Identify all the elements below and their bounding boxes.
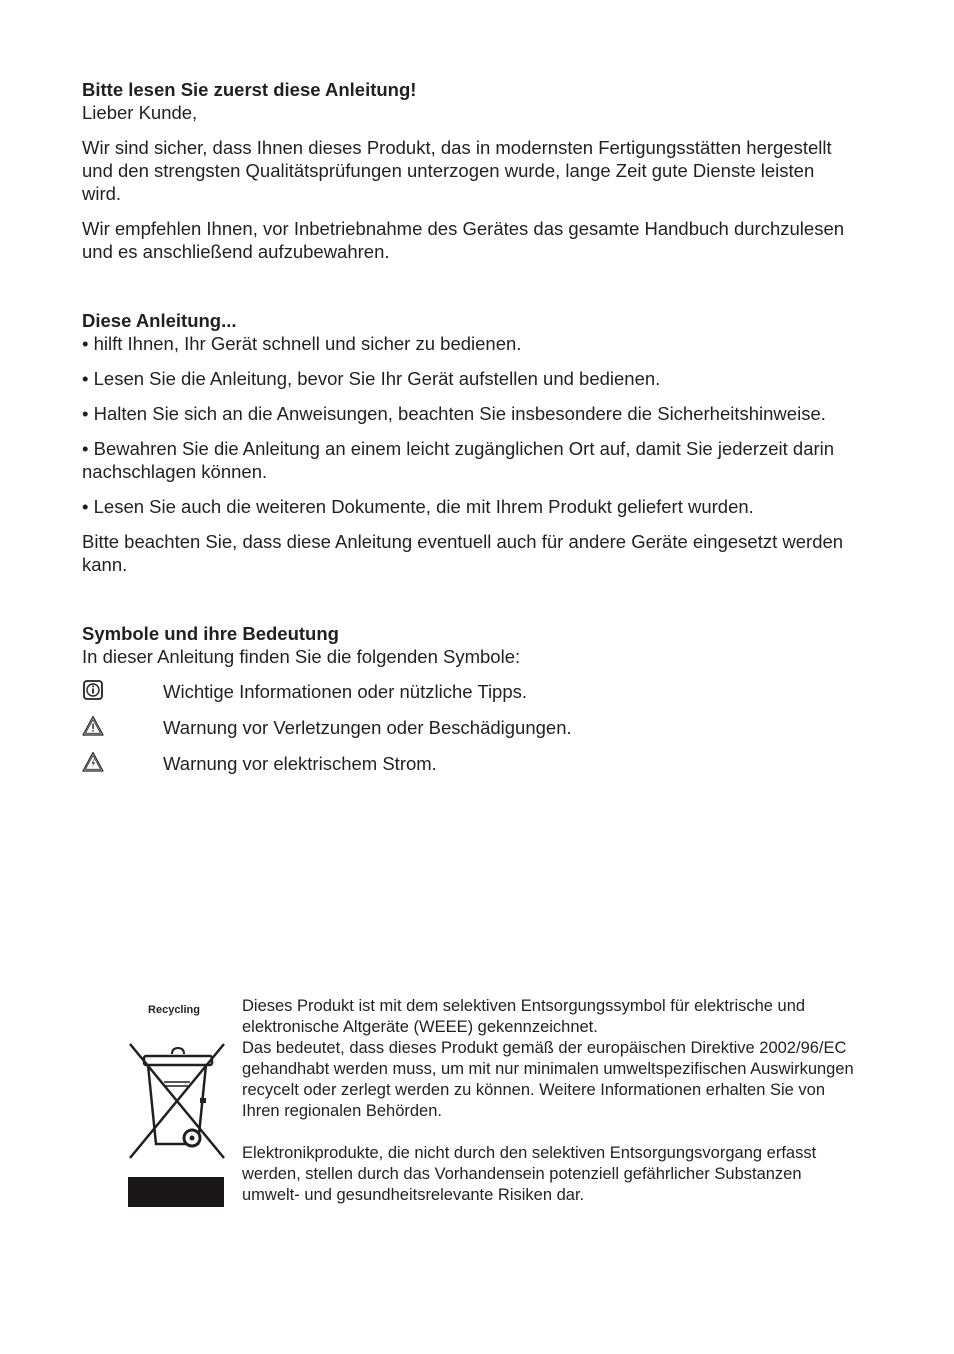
guide-bullet: • hilft Ihnen, Ihr Gerät schnell und sicher zu bedienen.	[82, 333, 522, 354]
symbols-heading: Symbole und ihre Bedeutung	[82, 623, 339, 644]
warning-icon	[82, 715, 104, 737]
info-icon	[82, 679, 104, 701]
recycling-text	[242, 996, 856, 1206]
symbol-row-info	[82, 680, 852, 704]
guide-bullet: • Lesen Sie auch die weiteren Dokumente, die mit Ihrem Produkt geliefert wurden.	[82, 496, 754, 517]
symbol-row-electric	[82, 752, 852, 776]
symbol-electric-text: Warnung vor elektrischem Strom.	[163, 753, 437, 774]
guide-bullet: • Lesen Sie die Anleitung, bevor Sie Ihr Gerät aufstellen und bedienen.	[82, 368, 661, 389]
guide-note: Bitte beachten Sie, dass diese Anleitung eventuell auch für andere Geräte eingesetzt werden kann.	[82, 531, 844, 575]
intro-paragraph-2: Wir empfehlen Ihnen, vor Inbetriebnahme des Gerätes das gesamte Handbuch durchzulesen und es anschließend aufzubewahren.	[82, 218, 845, 262]
recycling-paragraph-3: Elektronikprodukte, die nicht durch den selektiven Entsorgungsvorgang erfasst werden, stellen durch das Vorhandensein potenziell gefährlicher Substanzen umwelt- und gesundheitsrelevante Risiken dar.	[242, 1144, 817, 1204]
recycling-label: Recycling	[148, 1004, 200, 1016]
electric-warning-icon	[82, 751, 104, 773]
recycling-section	[110, 996, 856, 1216]
symbol-warning-text: Warnung vor Verletzungen oder Beschädigungen.	[163, 717, 572, 738]
recycling-paragraph-2: Das bedeutet, dass dieses Produkt gemäß der europäischen Direktive 2002/96/EC gehandhabt werden muss, um mit nur minimalen umweltspezifischen Auswirkungen recycelt oder zerlegt werden zu können. Weitere Informationen erhalten Sie von Ihren regionalen Behörden.	[242, 1039, 854, 1120]
symbol-row-warning	[82, 716, 852, 740]
weee-black-bar	[128, 1177, 224, 1207]
recycling-paragraph-1: Dieses Produkt ist mit dem selektiven Entsorgungssymbol für elektrische und elektronische Altgeräte (WEEE) gekennzeichnet.	[242, 997, 806, 1036]
manual-page	[82, 78, 852, 788]
guide-heading: Diese Anleitung...	[82, 310, 237, 331]
crossed-out-wheelie-bin-icon	[128, 1040, 226, 1162]
symbol-info-text: Wichtige Informationen oder nützliche Tipps.	[163, 681, 528, 702]
guide-bullet: • Halten Sie sich an die Anweisungen, beachten Sie insbesondere die Sicherheitshinweise.	[82, 403, 826, 424]
greeting: Lieber Kunde,	[82, 102, 198, 123]
intro-heading: Bitte lesen Sie zuerst diese Anleitung!	[82, 79, 417, 100]
guide-bullet: • Bewahren Sie die Anleitung an einem leicht zugänglichen Ort auf, damit Sie jederzeit darin nachschlagen können.	[82, 438, 835, 482]
symbols-intro: In dieser Anleitung finden Sie die folgenden Symbole:	[82, 646, 521, 667]
intro-paragraph-1: Wir sind sicher, dass Ihnen dieses Produkt, das in modernsten Fertigungsstätten hergestellt und den strengsten Qualitätsprüfungen unterzogen wurde, lange Zeit gute Dienste leisten wird.	[82, 137, 832, 204]
